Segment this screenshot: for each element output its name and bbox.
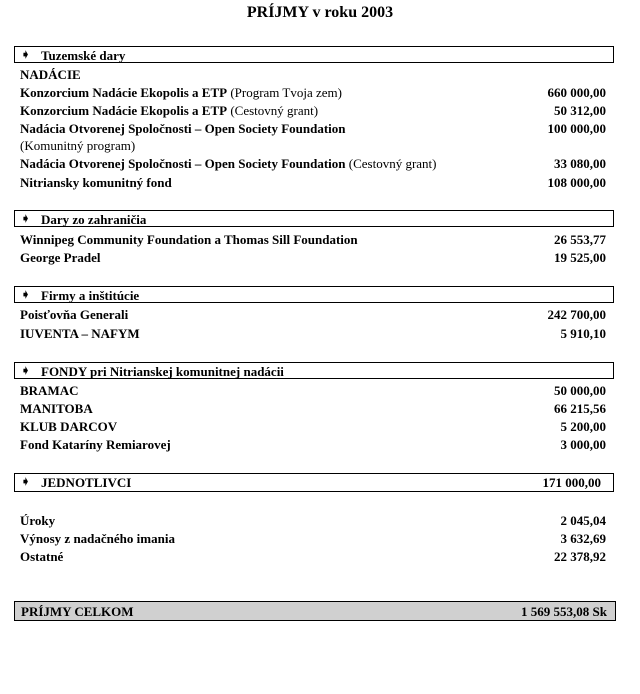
row-name: KLUB DARCOV [20,419,118,434]
row-name: BRAMAC [20,383,79,398]
row-note: (Cestovný grant) [348,156,437,171]
row-amount: 3 000,00 [560,437,606,452]
section-header-label: Firmy a inštitúcie [41,288,140,303]
arrow-bullet-icon: ➧ [21,476,31,488]
row-name: Úroky [20,513,56,528]
row-name: Fond Kataríny Remiarovej [20,437,171,452]
total-label: PRÍJMY CELKOM [21,604,134,619]
row-name: George Pradel [20,250,101,265]
table-row [20,530,606,547]
section-header-individuals [14,473,614,492]
table-row [20,436,606,453]
row-name: Ostatné [20,549,64,564]
row-amount: 22 378,92 [554,549,606,564]
table-row [20,306,606,323]
row-note: (Program Tvoja zem) [230,85,342,100]
row-amount: 50 312,00 [554,103,606,118]
page-title: PRÍJMY v roku 2003 [246,4,394,21]
row-amount: 19 525,00 [554,250,606,265]
section-header-label: JEDNOTLIVCI [41,475,132,490]
row-name: Konzorcium Nadácie Ekopolis a ETP [20,103,228,118]
row-name: MANITOBA [20,401,93,416]
table-row [20,418,606,435]
table-row [20,174,606,191]
total-amount: 1 569 553,08 Sk [521,604,607,619]
row-name: IUVENTA – NAFYM [20,326,140,341]
row-name: Nitriansky komunitný fond [20,175,172,190]
section-header-domestic [14,46,614,63]
row-name: Výnosy z nadačného imania [20,531,175,546]
row-name: Nadácia Otvorenej Spoločnosti – Open Society Foundation [20,121,346,136]
row-note: (Cestovný grant) [230,103,319,118]
arrow-bullet-icon: ➧ [21,289,31,301]
subheader-nadacie [20,66,606,83]
table-row [20,231,606,248]
arrow-bullet-icon: ➧ [21,49,31,61]
row-amount: 26 553,77 [554,232,606,247]
row-note: (Komunitný program) [20,138,136,153]
row-amount: 33 080,00 [554,156,606,171]
total-row [14,601,616,621]
row-amount: 100 000,00 [547,121,606,136]
row-amount: 242 700,00 [547,307,606,322]
row-amount: 660 000,00 [547,85,606,100]
row-amount: 2 045,04 [560,513,606,528]
row-amount: 5 910,10 [560,326,606,341]
row-amount: 66 215,56 [554,401,606,416]
table-row [20,400,606,417]
table-row [20,548,606,565]
row-note-line [20,137,606,154]
row-name: Konzorcium Nadácie Ekopolis a ETP [20,85,228,100]
table-row [20,382,606,399]
row-name: Winnipeg Community Foundation a Thomas Sill Foundation [20,232,358,247]
table-row [20,512,606,529]
section-header-label: Tuzemské dary [41,48,126,63]
row-amount: 3 632,69 [560,531,606,546]
arrow-bullet-icon: ➧ [21,213,31,225]
arrow-bullet-icon: ➧ [21,365,31,377]
section-header-foreign [14,210,614,227]
section-amount: 171 000,00 [542,475,601,490]
subheader-label: NADÁCIE [20,67,81,82]
section-header-funds [14,362,614,379]
row-amount: 5 200,00 [560,419,606,434]
row-name: Nadácia Otvorenej Spoločnosti – Open Society Foundation [20,156,346,171]
table-row [20,84,606,101]
section-header-label: Dary zo zahraničia [41,212,147,227]
table-row [20,155,606,172]
table-row [20,249,606,266]
row-name: Poisťovňa Generali [20,307,129,322]
section-header-label: FONDY pri Nitrianskej komunitnej nadácii [41,364,284,379]
table-row [20,325,606,342]
row-amount: 50 000,00 [554,383,606,398]
table-row [20,120,606,137]
row-amount: 108 000,00 [547,175,606,190]
section-header-companies [14,286,614,303]
table-row [20,102,606,119]
